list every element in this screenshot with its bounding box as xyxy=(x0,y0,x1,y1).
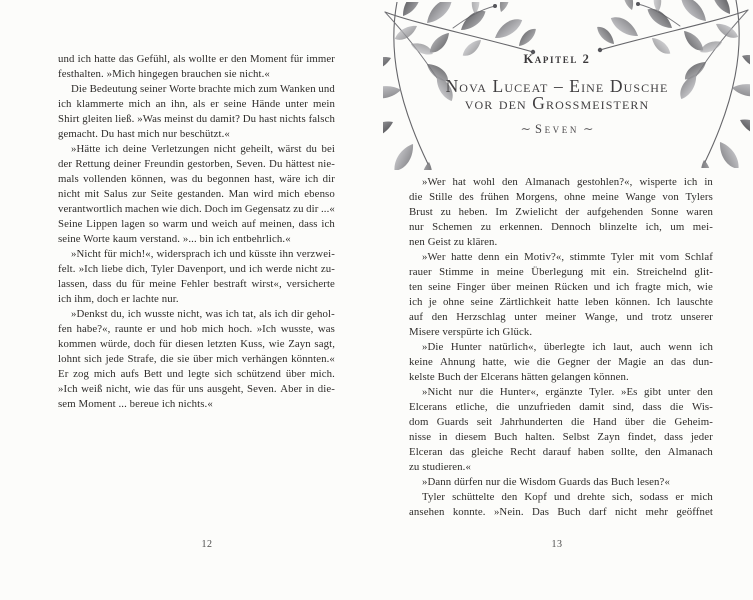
text-line: Die Bedeutung seiner Worte brachte mich zum Wanken und xyxy=(71,83,335,95)
text-line: festhalten. »Mich hingegen brauchen sie nicht.« xyxy=(58,68,270,80)
text-line: kommen würde, doch für diesen letzten Kuss, wie Zayn sagt, xyxy=(58,338,335,350)
text-line: »Hätte ich deine Verletzungen nicht geheilt, wärst du bei xyxy=(71,143,335,155)
chapter-title-line1: Nova Luceat – Eine Dusche xyxy=(445,76,669,96)
text-line: lohnt sich jede Strafe, die sie über mich verhängen könnten.« xyxy=(58,353,335,365)
text-line: nen Geist zu klären. xyxy=(409,236,498,248)
text-line: »Nicht für mich!«, widersprach ich und küsste ihn verzwei- xyxy=(71,248,335,260)
text-line: mals vollenden können, was du begonnen hast, wäre ich dir xyxy=(58,173,335,185)
text-line: dom Guards seit Jahrhunderten die Hand über die Geheim- xyxy=(409,416,713,428)
text-line: ich klammerte mich an ihn, als er seine Hände unter mein xyxy=(58,98,335,110)
text-line: Tyler schüttelte den Kopf und drehte sich, sodass er mich xyxy=(422,491,713,503)
right-page-number: 13 xyxy=(551,539,563,550)
text-line: nur Schemen zu erkennen. Dennoch blinzelte ich, um mei- xyxy=(409,221,713,233)
text-line: zu studieren.« xyxy=(409,461,471,473)
text-line: Brust zu heben. Im Zwielicht der aufgehenden Sonne waren xyxy=(409,206,713,218)
text-line: Elcerans etliche, die unzufrieden damit sind, dass die Wis- xyxy=(409,401,713,413)
chapter-subtitle xyxy=(409,122,705,136)
text-line: ten seine Finger über meinen Rücken und ich fragte mich, wie xyxy=(409,281,713,293)
text-line: Er zog mich aufs Bett und legte sich schützend über mich. xyxy=(58,368,335,380)
text-line: Shirt gleiten ließ. »Was meinst du damit? Du hast nichts falsch xyxy=(58,113,335,125)
text-line: ich ihm, doch er lachte nur. xyxy=(58,293,179,305)
text-line: nisse in diesem Buch halten. Selbst Zayn findet, dass jeder xyxy=(409,431,713,443)
text-line: »Dann dürfen nur die Wisdom Guards das Buch lesen?« xyxy=(422,476,670,488)
text-line: rauer Stimme in meine Überlegung mit ein. Streichelnd glit- xyxy=(409,266,713,278)
text-line: nicht mit Salus zur Seite gestanden. Man wird mich ebenso xyxy=(58,188,335,200)
text-line: Seine Lippen lagen so warm und weich auf meinen, dass ich xyxy=(58,218,335,230)
chapter-label: Kapitel 2 xyxy=(523,52,591,66)
pov-character-name: Seven xyxy=(535,122,579,136)
text-line: fen habe?«, raunte er und hob mich hoch. »Ich wusste, was xyxy=(58,323,335,335)
text-line: ansehen konnte. »Nein. Das Buch darf nicht mehr geöffnet xyxy=(409,506,713,518)
text-line: und ich hatte das Gefühl, als wollte er den Moment für immer xyxy=(58,53,335,65)
left-page-body xyxy=(58,52,335,412)
text-line: seine Worte kaum verstand. »... bin ich entbehrlich.« xyxy=(58,233,291,245)
text-line: »Denkst du, ich wusste nicht, was ich tat, als ich dir gehol- xyxy=(71,308,335,320)
text-line: »Wer hat wohl den Almanach gestohlen?«, wisperte ich in xyxy=(422,176,713,188)
text-line: die Stille des frühen Morgens, ohne meine Wange von Tylers xyxy=(409,191,713,203)
text-line: der Rettung deiner Freundin gestorben, Seven. Du hättest nie- xyxy=(58,158,335,170)
text-line: lassen, dass du für meine Fehler bestraft wirst«, versicherte xyxy=(58,278,335,290)
right-page-body xyxy=(409,175,713,520)
text-line: Elceran das gleiche Recht darauf haben sollte, den Almanach xyxy=(409,446,713,458)
text-line: »Wer hatte denn ein Motiv?«, stimmte Tyler mit vom Schlaf xyxy=(422,251,713,263)
text-line: kelste Buch der Elcerans hätten gelangen können. xyxy=(409,371,629,383)
chapter-header xyxy=(409,52,705,136)
text-line: »Nicht nur die Hunter«, ergänzte Tyler. »Es gibt unter den xyxy=(422,386,713,398)
left-page-number: 12 xyxy=(201,539,213,550)
text-line: »Die Hunter natürlich«, überlegte ich laut, auch wenn ich xyxy=(422,341,713,353)
text-line: verantwortlich machen wie dich. Doch im Gegensatz zu dir ...« xyxy=(58,203,335,215)
text-line: auf den Herzschlag unter meiner Wange, und trotz unserer xyxy=(409,311,713,323)
text-line: ich je ohne seine Zärtlichkeit hatte leben können. Ich lauschte xyxy=(409,296,713,308)
text-line: »Ich weiß nicht, wie das für uns ausgeht, Seven. Aber in die- xyxy=(58,383,335,395)
text-line: Misere verspürte ich Glück. xyxy=(409,326,533,338)
text-line: felt. »Ich liebe dich, Tyler Davenport, und ich werde nicht zu- xyxy=(58,263,335,275)
chapter-title-line2: vor den Grossmeistern xyxy=(464,93,650,113)
tilde-ornament-right: ∼ xyxy=(582,122,594,136)
text-line: sem Moment ... bereue ich nichts.« xyxy=(58,398,213,410)
text-line: gemacht. Du hast mich nur beschützt.« xyxy=(58,128,230,140)
text-line: keine Ahnung hatte, wie die Gegner der Magie an das dun- xyxy=(409,356,713,368)
chapter-title xyxy=(409,78,705,112)
tilde-ornament-left: ∼ xyxy=(520,122,532,136)
